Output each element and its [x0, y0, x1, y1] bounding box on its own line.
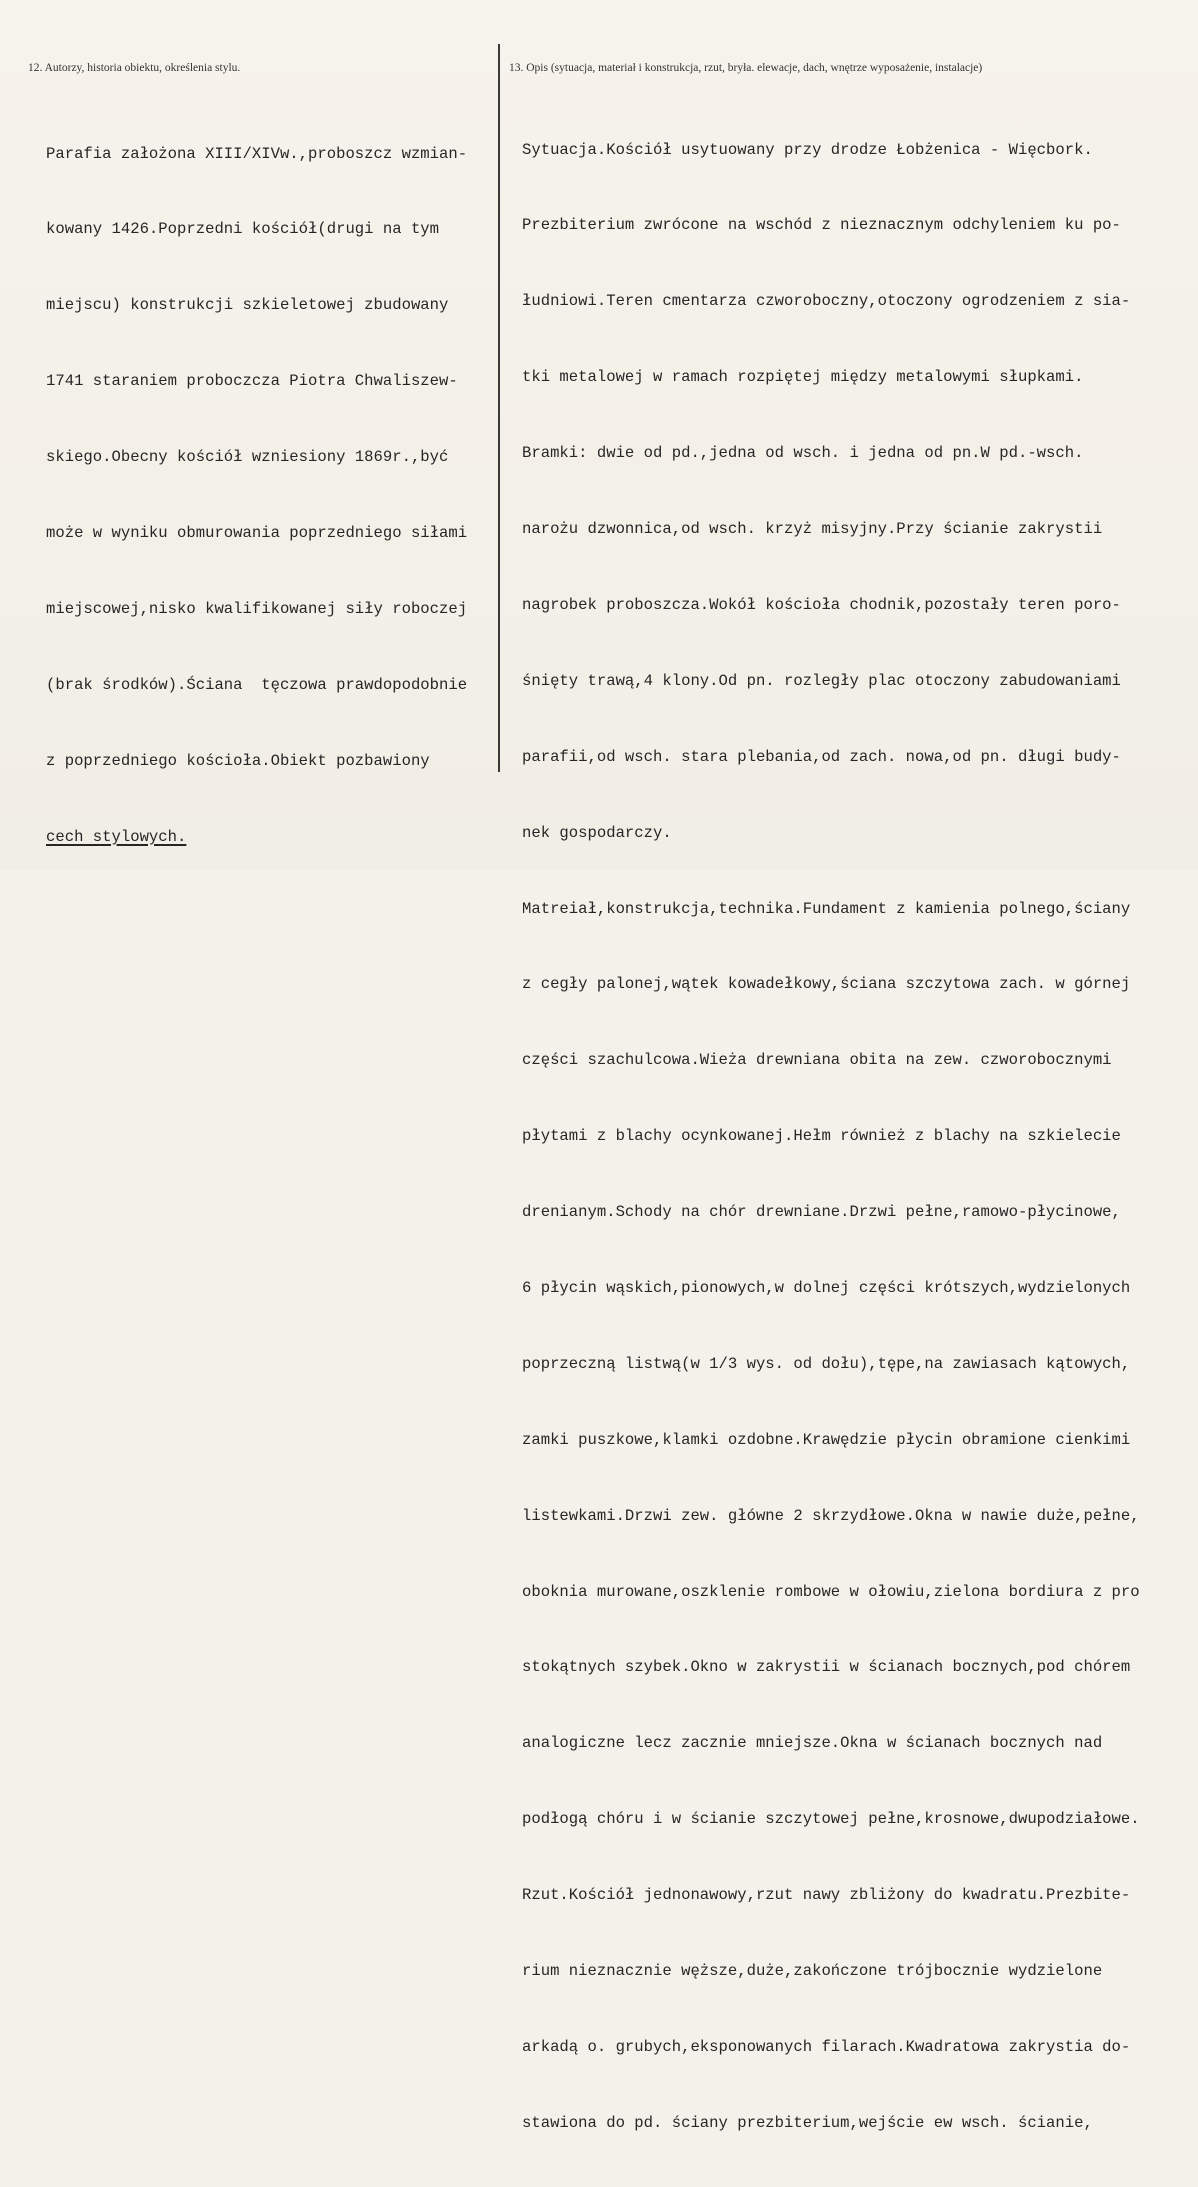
heading-authors-history: 12. Autorzy, historia obiektu, określenia stylu.	[28, 62, 241, 74]
left-line-8: (brak środków).Ściana tęczowa prawdopodobnie	[46, 675, 468, 694]
right-line-13: części szachulcowa.Wieża drewniana obita na zew. czworobocznymi	[522, 1051, 1112, 1070]
column-divider	[498, 44, 500, 772]
right-line-24: Rzut.Kościół jednonawowy,rzut nawy zbliżony do kwadratu.Prezbite-	[522, 1886, 1131, 1905]
right-line-8: śnięty trawą,4 klony.Od pn. rozległy plac otoczony zabudowaniami	[522, 671, 1121, 690]
left-line-9: z poprzedniego kościoła.Obiekt pozbawiony	[46, 751, 430, 770]
right-line-17: poprzeczną listwą(w 1/3 wys. od dołu),tępe,na zawiasach kątowych,	[522, 1354, 1131, 1373]
right-line-7: nagrobek proboszcza.Wokół kościoła chodnik,pozostały teren poro-	[522, 595, 1121, 614]
right-line-1: Sytuacja.Kościół usytuowany przy drodze Łobżenica - Więcbork.	[522, 140, 1093, 159]
right-line-21: stokątnych szybek.Okno w zakrystii w ścianach bocznych,pod chórem	[522, 1658, 1131, 1677]
right-line-11: Matreiał,konstrukcja,technika.Fundament z kamienia polnego,ściany	[522, 899, 1131, 918]
left-line-5: skiego.Obecny kościół wzniesiony 1869r.,być	[46, 448, 449, 467]
right-line-26: arkadą o. grubych,eksponowanych filarach.Kwadratowa zakrystia do-	[522, 2037, 1131, 2056]
left-line-7: miejscowej,nisko kwalifikowanej siły roboczej	[46, 599, 468, 618]
left-line-10: cech stylowych.	[46, 827, 187, 846]
right-line-18: zamki puszkowe,klamki ozdobne.Krawędzie płycin obramione cienkimi	[522, 1430, 1131, 1449]
right-line-10: nek gospodarczy.	[522, 823, 672, 842]
right-line-3: łudniowi.Teren cmentarza czworoboczny,otoczony ogrodzeniem z sia-	[522, 292, 1131, 311]
right-line-22: analogiczne lecz zacznie mniejsze.Okna w ścianach bocznych nad	[522, 1734, 1103, 1753]
left-line-6: może w wyniku obmurowania poprzedniego siłami	[46, 524, 468, 543]
right-line-16: 6 płycin wąskich,pionowych,w dolnej części krótszych,wydzielonych	[522, 1278, 1131, 1297]
right-line-4: tki metalowej w ramach rozpiętej między metalowymi słupkami.	[522, 368, 1084, 387]
left-line-2: kowany 1426.Poprzedni kościół(drugi na tym	[46, 220, 440, 239]
right-line-12: z cegły palonej,wątek kowadełkowy,ściana szczytowa zach. w górnej	[522, 975, 1131, 994]
left-line-4: 1741 staraniem proboczcza Piotra Chwaliszew-	[46, 372, 458, 391]
right-line-2: Prezbiterium zwrócone na wschód z nieznacznym odchyleniem ku po-	[522, 216, 1121, 235]
left-line-3: miejscu) konstrukcji szkieletowej zbudowany	[46, 296, 449, 315]
left-line-1: Parafia założona XIII/XIVw.,proboszcz wzmian-	[46, 144, 468, 163]
right-line-15: drenianym.Schody na chór drewniane.Drzwi pełne,ramowo-płycinowe,	[522, 1203, 1121, 1222]
right-line-5: Bramki: dwie od pd.,jedna od wsch. i jedna od pn.W pd.-wsch.	[522, 444, 1084, 463]
left-column-text	[46, 91, 498, 901]
right-line-27: stawiona do pd. ściany prezbiterium,wejście ew wsch. ścianie,	[522, 2113, 1093, 2132]
right-line-19: listewkami.Drzwi zew. główne 2 skrzydłowe.Okna w nawie duże,pełne,	[522, 1506, 1140, 1525]
heading-description: 13. Opis (sytuacja, materiał i konstrukcja, rzut, bryła. elewacje, dach, wnętrze wyposażenie, instalacje)	[509, 62, 983, 74]
right-line-14: płytami z blachy ocynkowanej.Hełm również z blachy na szkielecie	[522, 1127, 1121, 1146]
right-line-23: podłogą chóru i w ścianie szczytowej pełne,krosnowe,dwupodziałowe.	[522, 1810, 1140, 1829]
right-line-25: rium nieznacznie węższe,duże,zakończone trójbocznie wydzielone	[522, 1961, 1103, 1980]
right-line-20: oboknia murowane,oszklenie rombowe w ołowiu,zielona bordiura z pro	[522, 1582, 1140, 1601]
right-line-6: narożu dzwonnica,od wsch. krzyż misyjny.Przy ścianie zakrystii	[522, 520, 1103, 539]
right-line-9: parafii,od wsch. stara plebania,od zach. nowa,od pn. długi budy-	[522, 747, 1121, 766]
right-column-text	[522, 87, 1198, 2187]
